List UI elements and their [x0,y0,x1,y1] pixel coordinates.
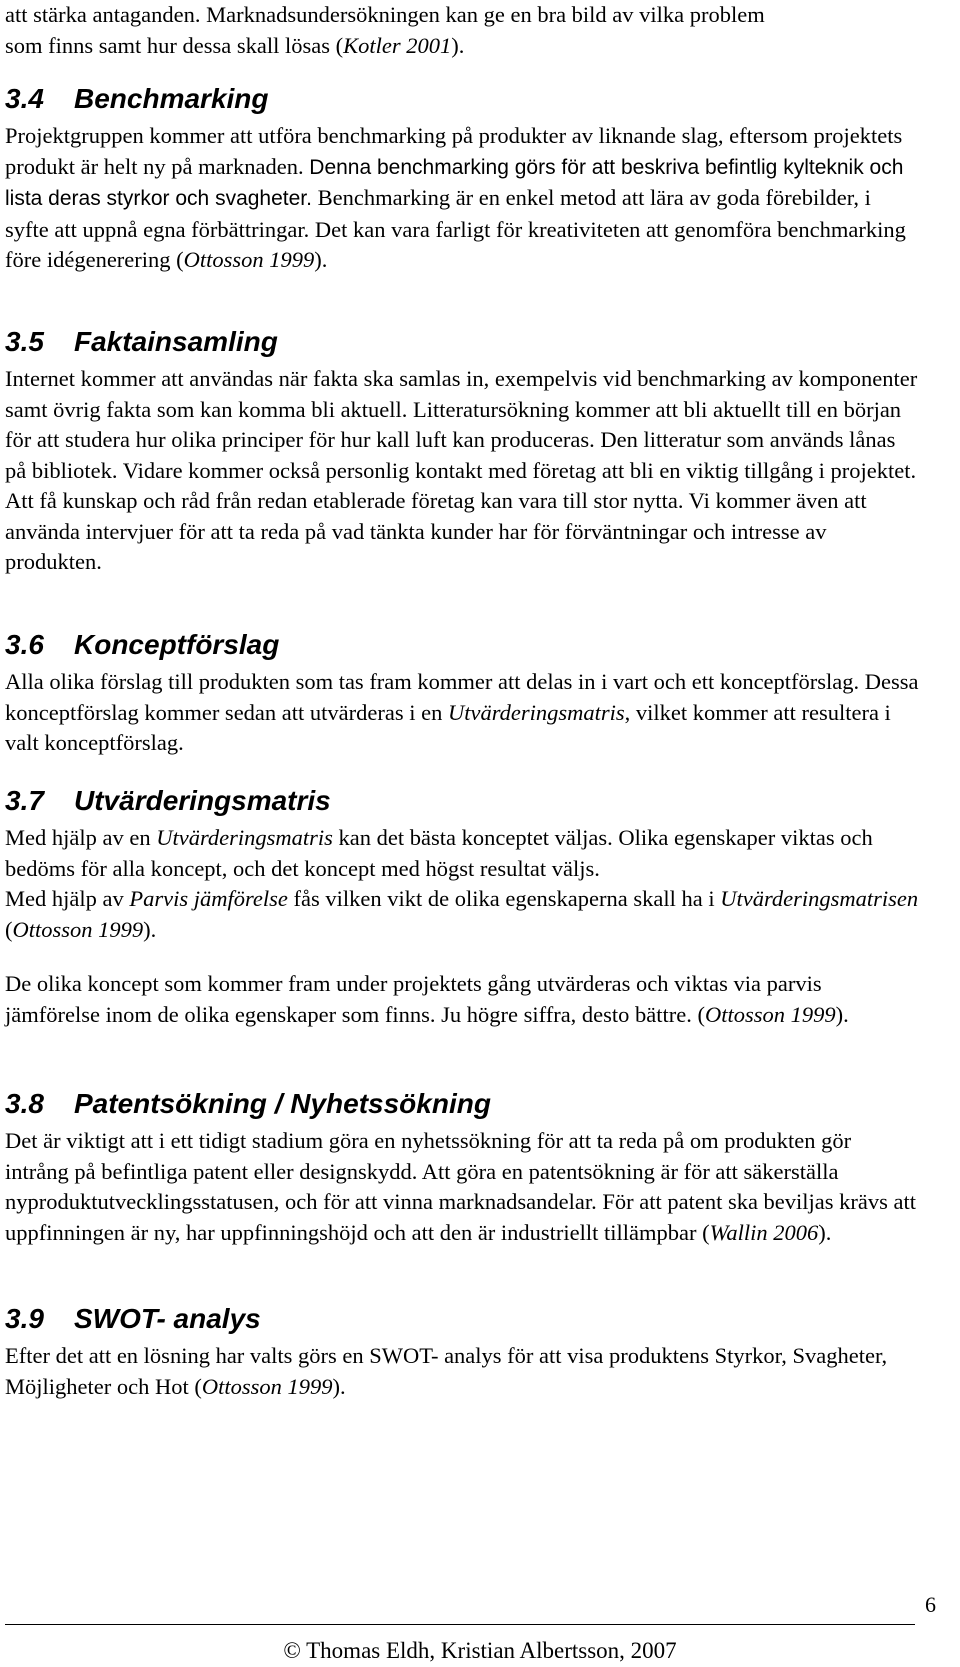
paragraph-end: ). [818,1219,832,1245]
paragraph-text: ( [5,916,13,942]
paragraph-text: Det är viktigt att i ett tidigt stadium göra en nyhetssökning för att ta reda på om produkten gör intrång på befintliga patent eller designskydd. Att göra en patentsökning är för att säkerställa nyproduktutvecklingsstatusen, och för att vinna marknadsandelar. För att patent ska beviljas krävs att uppfinningen är ny, har uppfinningshöjd och att den är industriellt tillämpbar ( [5,1128,917,1245]
section-title: Utvärderingsmatris [74,785,331,816]
intro-line-1: att stärka antaganden. Marknadsundersökningen kan ge en bra bild av vilka problem [5,2,765,27]
paragraph-text: Med hjälp av en [5,825,157,850]
section-title: Konceptförslag [74,629,280,660]
section-3-6-paragraph [5,667,920,759]
section-title: Patentsökning / Nyhetssökning [74,1088,491,1119]
paragraph-text: kan det bästa konceptet väljas. Olika egenskaper viktas och bedöms för alla koncept, och det koncept med högst resultat väljs. [5,825,873,881]
section-3-7-paragraph-2 [5,969,920,1030]
paragraph-text: Benchmarking är en enkel metod att lära av goda förebilder, i syfte att uppnå egna förbättringar. Det kan vara farligt för kreativiteten att genomföra benchmarking före idégenerering ( [5,185,906,272]
term: Parvis jämförelse [129,886,288,911]
term: Utvärderingsmatrisen [720,886,919,911]
section-3-9-paragraph [5,1341,920,1402]
section-heading-3-4 [5,82,269,116]
paragraph-end: ). [143,916,157,942]
citation: Ottosson 1999 [201,1373,333,1399]
section-heading-3-7 [5,784,331,818]
citation: Ottosson 1999 [183,247,315,272]
footer-rule [5,1624,915,1625]
paragraph-text: Alla olika förslag till produkten som tas fram kommer att delas in i vart och ett konceptförslag. Dessa konceptförslag kommer sedan att utvärderas i en [5,669,919,725]
section-3-7-paragraph-1 [5,823,920,945]
paragraph-text: Projektgruppen kommer att utföra benchmarking på produkter av liknande slag, eftersom projektets produkt är helt ny på marknaden. [5,123,903,179]
section-number: 3.8 [5,1088,44,1119]
footer-copyright: © Thomas Eldh, Kristian Albertsson, 2007 [283,1638,677,1663]
intro-paragraph [5,0,920,61]
term: Utvärderingsmatris [447,699,625,725]
paragraph-end: ). [314,247,328,272]
section-title: Benchmarking [74,83,269,114]
intro-line-2-start: som finns samt hur dessa skall lösas ( [5,32,344,58]
section-title: Faktainsamling [74,326,278,357]
citation: Wallin 2006 [709,1219,819,1245]
section-number: 3.9 [5,1303,44,1334]
citation: Kotler 2001 [343,32,452,58]
paragraph-text: De olika koncept som kommer fram under projektets gång utvärderas och viktas via parvis jämförelse inom de olika egenskaper som finns. Ju högre siffra, desto bättre. ( [5,971,822,1027]
section-3-8-paragraph [5,1126,920,1248]
intro-line-2-end: ). [451,32,465,58]
section-3-4-paragraph [5,121,920,276]
section-number: 3.7 [5,785,44,816]
paragraph-text: Efter det att en lösning har valts görs en SWOT- analys för att visa produktens Styrkor, Svagheter, Möjligheter och Hot ( [5,1343,888,1399]
section-number: 3.6 [5,629,44,660]
paragraph-end: ). [332,1373,346,1399]
citation: Ottosson 1999 [705,1001,836,1027]
section-3-5-paragraph: Internet kommer att användas när fakta ska samlas in, exempelvis vid benchmarking av komponenter samt övrig fakta som kan komma bli aktuell. Litteratursökning kommer att bli aktuellt till en början för att studera hur olika principer för hur kall luft kan produceras. Den litteratur som används lånas på bibliotek. Vidare kommer också personlig kontakt med företag att bli en viktig tillgång i projektet. Att få kunskap och råd från redan etablerade företag kan vara till stor nytta. Vi kommer även att använda intervjuer för att ta reda på vad tänkta kunder har för förväntningar och intresse av produkten. [5,366,918,574]
term: Utvärderingsmatris [156,825,333,850]
section-heading-3-8 [5,1087,491,1121]
section-heading-3-5 [5,325,278,359]
section-heading-3-6 [5,628,279,662]
section-number: 3.4 [5,83,44,114]
paragraph-text-sans: Denna benchmarking görs för att beskriva befintlig kylteknik och lista deras styrkor och svagheter. [5,155,904,210]
citation: Ottosson 1999 [12,916,144,942]
page-number: 6 [925,1592,936,1617]
section-title: SWOT- analys [74,1303,261,1334]
section-number: 3.5 [5,326,44,357]
paragraph-end: ). [835,1001,849,1027]
paragraph-end: , vilket kommer att resultera i valt konceptförslag. [5,699,891,755]
paragraph-text: fås vilken vikt de olika egenskaperna skall ha i [287,886,721,911]
section-heading-3-9 [5,1302,261,1336]
paragraph-text: Med hjälp av [5,886,130,911]
